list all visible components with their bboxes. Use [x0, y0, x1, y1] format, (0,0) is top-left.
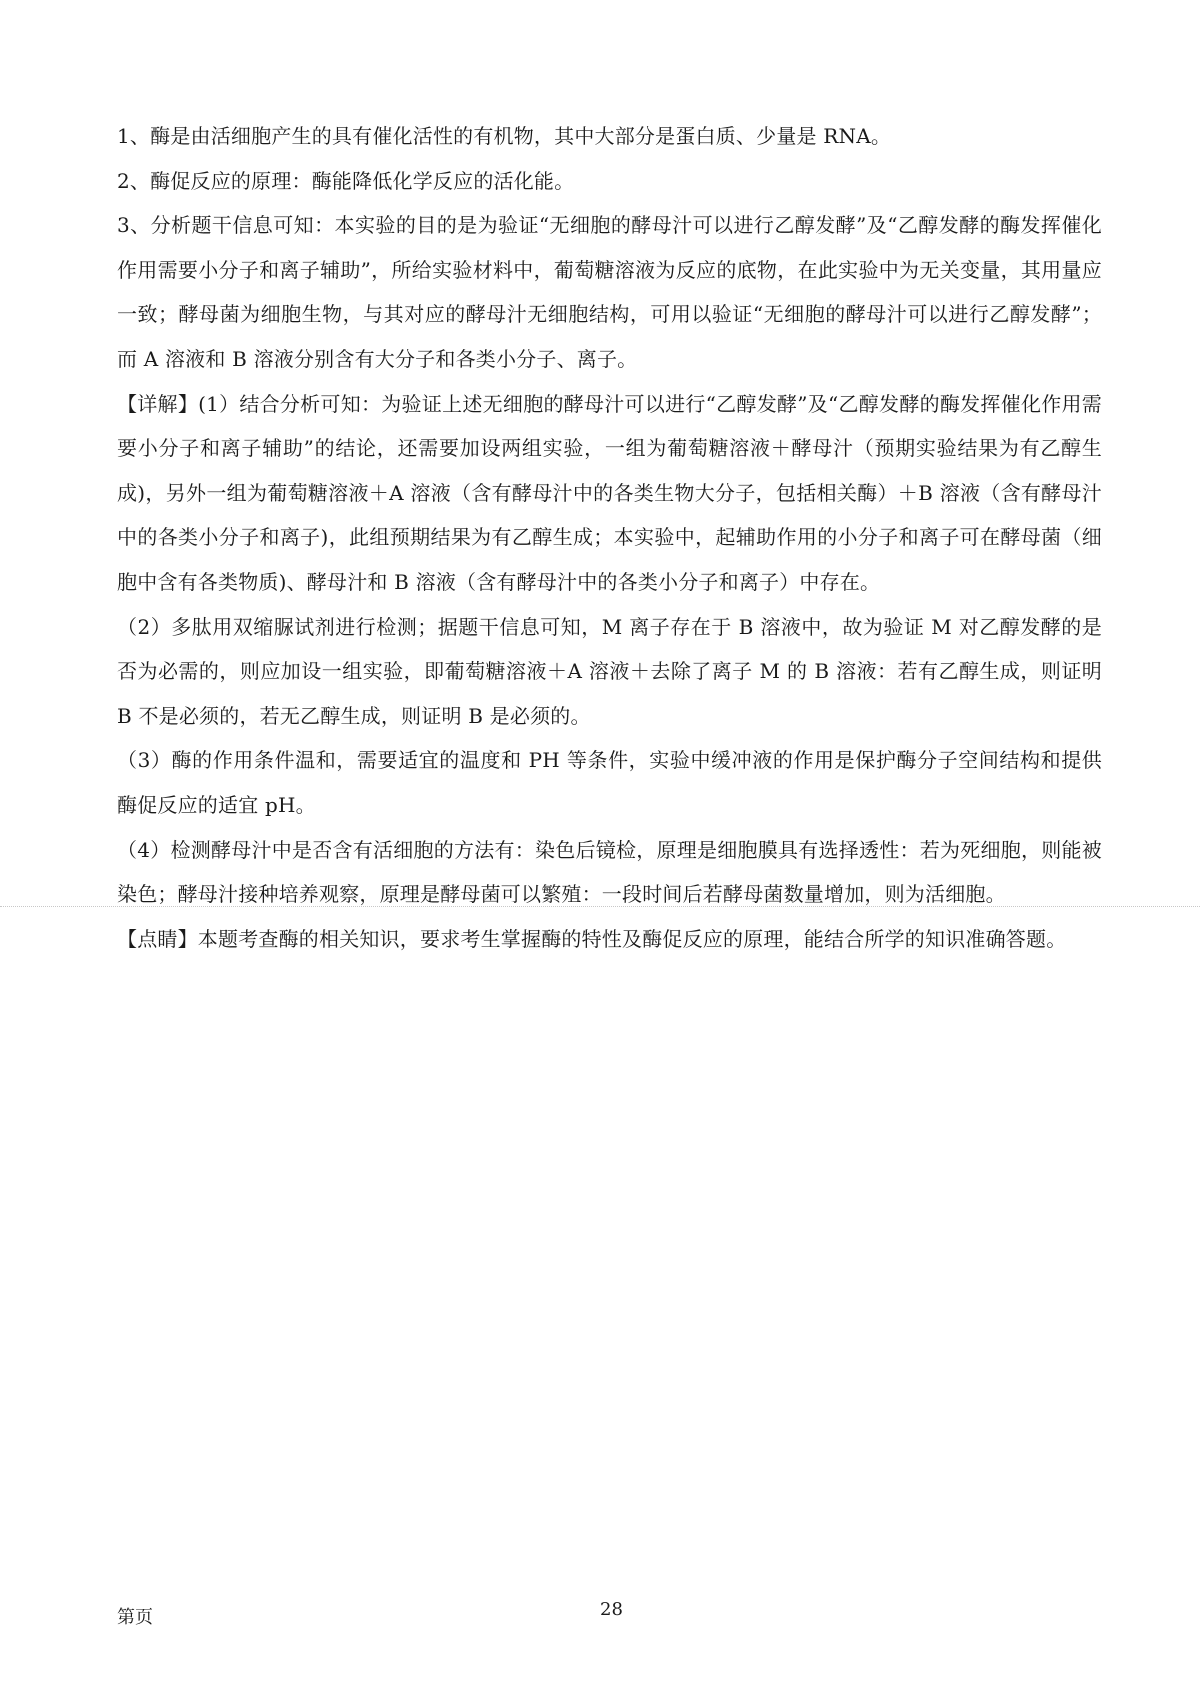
paragraph-comment: 【点睛】本题考查酶的相关知识，要求考生掌握酶的特性及酶促反应的原理，能结合所学的知识准确答题。: [117, 926, 1067, 951]
paragraph-explanation-1: 【详解】(1）结合分析可知：为验证上述无细胞的酵母汁可以进行“乙醇发酵”及“乙醇发酵的酶发挥催化作用需要小分子和离子辅助”的结论，还需要加设两组实验，一组为葡萄糖溶液＋酵母汁（预期实验结果为有乙醇生成)，另外一组为葡萄糖溶液＋A 溶液（含有酵母汁中的各类生物大分子，包括相关酶）＋B 溶液（含有酵母汁中的各类小分子和离子)，此组预期结果为有乙醇生成；本实验中，起辅助作用的小分子和离子可在酵母菌（细胞中含有各类物质)、酵母汁和 B 溶液（含有酵母汁中的各类小分子和离子）中存在。: [117, 391, 1102, 594]
paragraph-enzyme-principle: 2、酶促反应的原理：酶能降低化学反应的活化能。: [117, 168, 575, 193]
page-break-divider: [0, 906, 1200, 907]
paragraph-explanation-2: （2）多肽用双缩脲试剂进行检测；据题干信息可知，M 离子存在于 B 溶液中，故为验证 M 对乙醇发酵的是否为必需的，则应加设一组实验，即葡萄糖溶液＋A 溶液＋去除了离子 M 的 B 溶液：若有乙醇生成，则证明 B 不是必须的，若无乙醇生成，则证明 B 是必须的。: [117, 614, 1102, 728]
paragraph-analysis: 3、分析题干信息可知：本实验的目的是为验证“无细胞的酵母汁可以进行乙醇发酵”及“乙醇发酵的酶发挥催化作用需要小分子和离子辅助”，所给实验材料中，葡萄糖溶液为反应的底物，在此实验中为无关变量，其用量应一致；酵母菌为细胞生物，与其对应的酵母汁无细胞结构，可用以验证“无细胞的酵母汁可以进行乙醇发酵”；而 A 溶液和 B 溶液分别含有大分子和各类小分子、离子。: [117, 213, 1102, 371]
paragraph-explanation-3: （3）酶的作用条件温和，需要适宜的温度和 PH 等条件，实验中缓冲液的作用是保护酶分子空间结构和提供酶促反应的适宜 pH。: [117, 748, 1102, 817]
paragraph-explanation-4: （4）检测酵母汁中是否含有活细胞的方法有：染色后镜检，原理是细胞膜具有选择透性：若为死细胞，则能被染色；酵母汁接种培养观察，原理是酵母菌可以繁殖：一段时间后若酵母菌数量增加，则为活细胞。: [117, 837, 1102, 907]
document-body: [117, 114, 1102, 961]
footer-page-number: 28: [600, 1599, 623, 1620]
paragraph-enzyme-definition: 1、酶是由活细胞产生的具有催化活性的有机物，其中大部分是蛋白质、少量是 RNA。: [117, 124, 892, 148]
footer-page-label: 第页: [117, 1607, 153, 1628]
